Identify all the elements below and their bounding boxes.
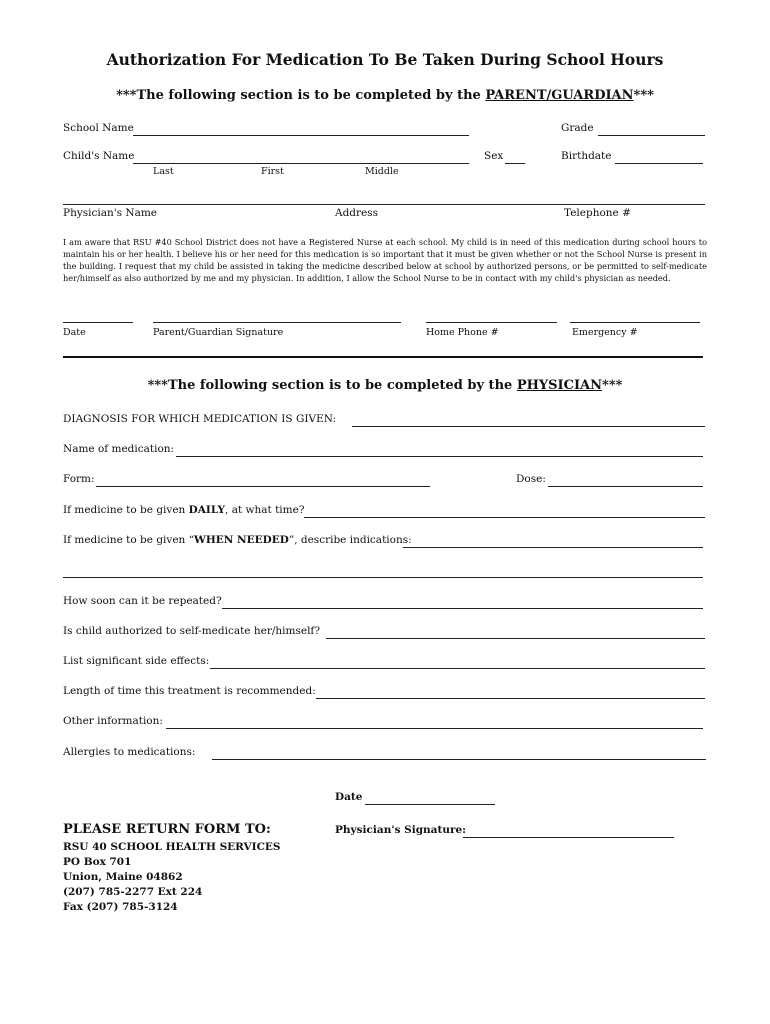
return-address-line: RSU 40 SCHOOL HEALTH SERVICES: [63, 841, 281, 853]
emergency-label: Emergency #: [572, 327, 638, 338]
grade-label: Grade: [561, 122, 594, 134]
physician-date-label: Date: [335, 791, 363, 803]
physician-date-field[interactable]: [365, 804, 495, 805]
name-part-last: Last: [153, 166, 174, 177]
child-name-label: Child's Name: [63, 150, 135, 162]
parent-heading-role: PARENT/GUARDIAN: [485, 88, 634, 103]
parent-section-heading: [0, 88, 770, 103]
side-effects-label: List significant side effects:: [63, 655, 210, 667]
address-label: Address: [335, 207, 379, 219]
child-name-field[interactable]: [133, 163, 469, 164]
self-medicate-field[interactable]: [326, 638, 705, 639]
school-name-label: School Name: [63, 122, 134, 134]
when-needed-prefix: If medicine to be given “: [63, 534, 195, 546]
parent-statement: I am aware that RSU #40 School District does not have a Registered Nurse at each school. My child is in need of this medication during school hours to maintain his or her health. I believe his or her need for this medication is so important that it must be given whether or not the School Nurse is present in the building. I request that my child be assisted in taking the medicine described below at school by authorized persons, or be permitted to self-medicate her/himself as also authorized by me and my physician. In addition, I allow the School Nurse to be in contact with my child's physician as needed.: [63, 237, 707, 283]
date-label: Date: [63, 327, 86, 338]
name-part-first: First: [261, 166, 284, 177]
birthdate-label: Birthdate: [561, 150, 612, 162]
self-medicate-label: Is child authorized to self-medicate her/himself?: [63, 625, 320, 637]
home-phone-field[interactable]: [426, 322, 557, 323]
sex-label: Sex: [484, 150, 504, 162]
dose-label: Dose:: [516, 473, 546, 485]
return-address-line: PO Box 701: [63, 856, 132, 868]
return-heading: PLEASE RETURN FORM TO:: [63, 822, 271, 837]
return-address-line: (207) 785-2277 Ext 224: [63, 886, 203, 898]
birthdate-field[interactable]: [615, 163, 703, 164]
daily-bold: DAILY: [188, 504, 226, 516]
dose-field[interactable]: [548, 486, 703, 487]
school-name-field[interactable]: [133, 135, 469, 136]
return-address-line: Fax (207) 785-3124: [63, 901, 178, 913]
when-needed-suffix: ”, describe indications:: [288, 534, 412, 546]
return-address: [63, 840, 281, 915]
other-info-field[interactable]: [166, 728, 703, 729]
emergency-field[interactable]: [570, 322, 700, 323]
form-label: Form:: [63, 473, 95, 485]
date-field[interactable]: [63, 322, 133, 323]
side-effects-field[interactable]: [210, 668, 705, 669]
daily-suffix: , at what time?: [225, 504, 305, 516]
parent-heading-suffix: ***: [633, 88, 654, 103]
parent-signature-field[interactable]: [153, 322, 401, 323]
other-info-label: Other information:: [63, 715, 163, 727]
repeat-field[interactable]: [222, 608, 703, 609]
diagnosis-field[interactable]: [352, 426, 705, 427]
daily-prefix: If medicine to be given: [63, 504, 189, 516]
physician-signature-label: Physician's Signature:: [335, 824, 467, 836]
sex-field[interactable]: [505, 163, 525, 164]
parent-signature-label: Parent/Guardian Signature: [153, 327, 284, 338]
physician-heading-suffix: ***: [602, 378, 623, 393]
physician-heading-role: PHYSICIAN: [516, 378, 603, 393]
medication-name-label: Name of medication:: [63, 443, 175, 455]
daily-label: [63, 504, 304, 516]
section-divider: [63, 356, 703, 358]
length-label: Length of time this treatment is recommended:: [63, 685, 316, 697]
grade-field[interactable]: [598, 135, 705, 136]
indications-field-continued[interactable]: [63, 577, 703, 578]
physician-heading-prefix: ***The following section is to be completed by the: [147, 378, 517, 393]
physician-signature-field[interactable]: [463, 837, 674, 838]
parent-heading-prefix: ***The following section is to be completed by the: [116, 88, 486, 103]
telephone-label: Telephone #: [564, 207, 631, 219]
length-field[interactable]: [316, 698, 705, 699]
medication-name-field[interactable]: [176, 456, 703, 457]
physician-name-label: Physician's Name: [63, 207, 157, 219]
physician-section-heading: [0, 378, 770, 393]
diagnosis-label: DIAGNOSIS FOR WHICH MEDICATION IS GIVEN:: [63, 413, 337, 425]
daily-time-field[interactable]: [304, 517, 705, 518]
allergies-label: Allergies to medications:: [63, 746, 196, 758]
repeat-label: How soon can it be repeated?: [63, 595, 222, 607]
allergies-field[interactable]: [212, 759, 706, 760]
form-title: Authorization For Medication To Be Taken During School Hours: [106, 50, 664, 69]
name-part-middle: Middle: [365, 166, 399, 177]
physician-info-field[interactable]: [63, 204, 705, 205]
when-needed-bold: WHEN NEEDED: [194, 534, 289, 546]
return-address-line: Union, Maine 04862: [63, 871, 183, 883]
indications-field[interactable]: [403, 547, 703, 548]
when-needed-label: [63, 534, 412, 546]
home-phone-label: Home Phone #: [426, 327, 499, 338]
form-field[interactable]: [96, 486, 430, 487]
